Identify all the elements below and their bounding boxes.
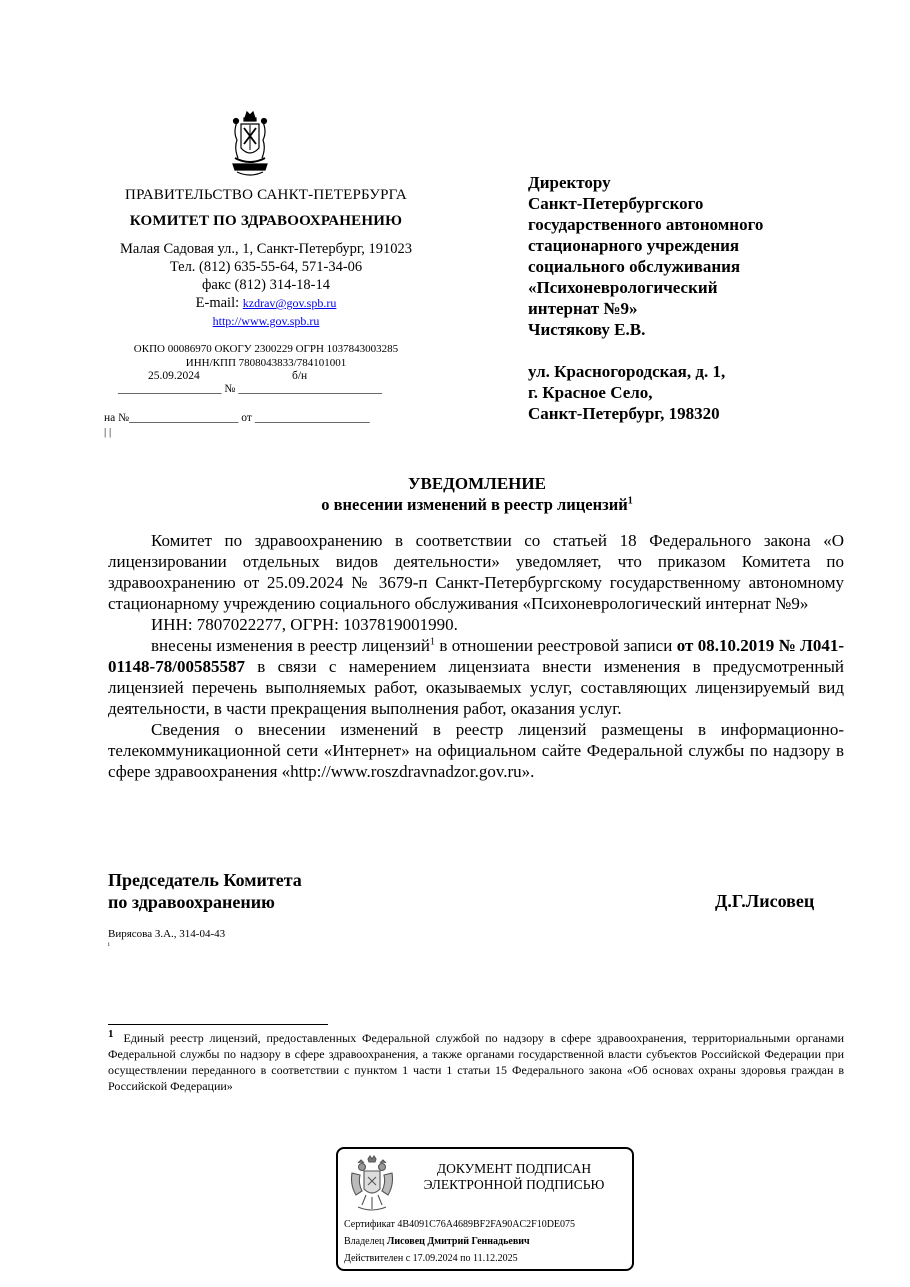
body-paragraph-2: ИНН: 7807022277, ОГРН: 1037819001990. xyxy=(151,615,458,634)
footnote-mark: 1 xyxy=(429,636,435,648)
body-paragraph-4: Сведения о внесении изменений в реестр лицензий размещены в информационно-телекоммуникационной сети «Интернет» на официальном сайте Федеральной службы по надзору в сфере здравоохранения «http://www.roszdravnadzor.gov.ru». xyxy=(108,720,844,781)
owner-name: Лисовец Дмитрий Геннадьевич xyxy=(386,1236,530,1247)
recipient-address-line: ул. Красногородская, д. 1, xyxy=(528,362,726,381)
stamp-title-line-2: ЭЛЕКТРОННОЙ ПОДПИСЬЮ xyxy=(423,1177,605,1192)
registry-entry: от 08.10.2019 № Л041-01148-78/00585587 xyxy=(108,636,844,676)
stamp-details xyxy=(344,1216,575,1267)
recipient-line: государственного автономного xyxy=(528,215,764,234)
reference-bars: | | xyxy=(104,426,112,438)
committee-contacts xyxy=(95,240,437,330)
body-p3-end: в связи с намерением лицензиата внести изменения в предусмотренный лицензией перечень выполняемых работ, оказываемых услуг, составляющих лицензируемый вид деятельности, в части прекращения выполнения работ, оказания услуг. xyxy=(108,657,844,718)
recipient-line: интернат №9» xyxy=(528,299,638,318)
body-paragraph-3 xyxy=(108,635,844,719)
body-paragraph-1: Комитет по здравоохранению в соответствии со статьей 18 Федерального закона «О лицензировании отдельных видов деятельности» уведомляет, что приказом Комитета по здравоохранению от 25.09.2024 № 3679-п Санкт-Петербургскому государственному автономному стационарному учреждению социального обслуживания «Психоневрологический интернат №9» xyxy=(108,531,844,613)
recipient-line: Директору xyxy=(528,173,611,192)
outgoing-date: 25.09.2024 xyxy=(148,370,200,382)
position-line-2: по здравоохранению xyxy=(108,892,275,912)
validity-period: Действителен с 17.09.2024 по 11.12.2025 xyxy=(344,1253,518,1264)
registration-codes xyxy=(95,342,437,370)
spb-coat-of-arms-icon xyxy=(231,108,269,180)
signatory-position xyxy=(108,869,302,913)
recipient-line: Чистякову Е.В. xyxy=(528,320,646,339)
position-line-1: Председатель Комитета xyxy=(108,870,302,890)
email-label: E-mail: xyxy=(195,295,243,311)
owner-label: Владелец xyxy=(344,1236,387,1247)
recipient-line: «Психоневрологический xyxy=(528,278,718,297)
certificate-id: 4B4091C76A4689BF2FA90AC2F10DE075 xyxy=(397,1219,576,1230)
codes-line-1: ОКПО 00086970 ОКОГУ 2300229 ОГРН 1037843003285 xyxy=(133,343,399,355)
stamp-title xyxy=(398,1161,630,1193)
recipient-address-line: г. Красное Село, xyxy=(528,383,653,402)
notice-subtitle xyxy=(0,495,910,515)
reference-line: на №___________________ от ____________________ xyxy=(104,412,370,424)
executor-info: Вирясова З.А., 314-04-43 xyxy=(108,928,226,940)
signatory-name: Д.Г.Лисовец xyxy=(715,891,815,911)
stamp-title-line-1: ДОКУМЕНТ ПОДПИСАН xyxy=(436,1161,592,1176)
body-p3-middle: в отношении реестровой записи xyxy=(434,636,677,655)
codes-line-2: ИНН/КПП 7808043833/784101001 xyxy=(185,357,347,369)
recipient-address-line: Санкт-Петербург, 198320 xyxy=(528,404,720,423)
outgoing-number-line: __________________ № _________________________ xyxy=(118,383,382,395)
email-link[interactable]: kzdrav@gov.spb.ru xyxy=(242,296,337,310)
committee-name: КОМИТЕТ ПО ЗДРАВООХРАНЕНИЮ xyxy=(129,213,403,229)
committee-fax: факс (812) 314-18-14 xyxy=(201,277,330,293)
recipient-block xyxy=(528,172,763,424)
certificate-label: Сертификат xyxy=(344,1219,398,1230)
committee-phone: Тел. (812) 635-55-64, 571-34-06 xyxy=(169,259,363,275)
executor-tick: i xyxy=(108,942,110,948)
footnote-text: Единый реестр лицензий, предоставленных Федеральной службой по надзору в сфере здравоохранения, территориальными органами Федеральной службы по надзору в сфере здравоохранения, а также органами государственной власти субъектов Российской Федерации при осуществлении переданного в соответствии с пунктом 1 части 1 статьи 15 Федерального закона «Об основах охраны здоровья граждан в Российской Федерации» xyxy=(108,1031,844,1093)
outgoing-number: б/н xyxy=(292,370,308,382)
electronic-signature-stamp xyxy=(336,1147,634,1271)
notice-title: УВЕДОМЛЕНИЕ xyxy=(408,474,546,493)
footnote-divider xyxy=(108,1024,328,1025)
government-name: ПРАВИТЕЛЬСТВО САНКТ-ПЕТЕРБУРГА xyxy=(125,187,407,203)
notice-subtitle-text: о внесении изменений в реестр лицензий xyxy=(321,495,628,514)
footnote-mark: 1 xyxy=(627,495,633,507)
footnote-number: 1 xyxy=(108,1028,114,1040)
notice-body xyxy=(108,530,844,782)
recipient-line: социального обслуживания xyxy=(528,257,741,276)
recipient-line: стационарного учреждения xyxy=(528,236,740,255)
body-p3-start: внесены изменения в реестр лицензий xyxy=(151,636,430,655)
footnote xyxy=(108,1030,844,1094)
website-link[interactable]: http://www.gov.spb.ru xyxy=(212,314,320,328)
russian-eagle-emblem-icon xyxy=(348,1155,396,1213)
committee-address: Малая Садовая ул., 1, Санкт-Петербург, 191023 xyxy=(120,241,412,257)
recipient-line: Санкт-Петербургского xyxy=(528,194,704,213)
